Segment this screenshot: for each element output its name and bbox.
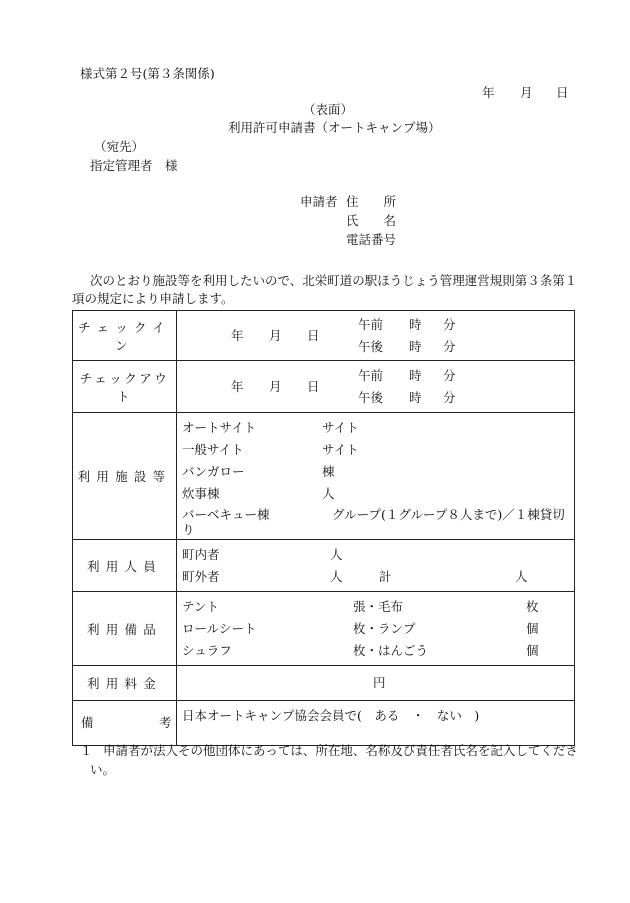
remarks-cell[interactable]: [177, 701, 575, 746]
fee-label: 利用料金: [73, 666, 177, 701]
applicant-address: 住 所: [346, 194, 397, 209]
people-cell[interactable]: [177, 540, 575, 592]
checkout-pm-hour: 時: [409, 390, 422, 405]
facility-name: バンガロー: [182, 464, 245, 479]
checkin-pm: 午後: [358, 339, 384, 354]
equipment-name: テント: [182, 599, 219, 614]
checkout-day: 日: [307, 379, 320, 394]
facilities-label: 利用施設等: [73, 413, 177, 540]
checkin-pm-hour: 時: [409, 339, 422, 354]
people-total-unit: 人: [515, 569, 528, 584]
remarks-label-left: 備: [81, 715, 94, 730]
facility-unit: サイト: [322, 442, 359, 457]
fee-cell[interactable]: [177, 666, 575, 701]
facility-name: 一般サイト: [182, 442, 244, 457]
checkin-year: 年: [231, 328, 244, 343]
note-line1: 申請者が法人その他団体にあっては、所在地、名称及び責任者氏名を記入してくださ: [103, 743, 578, 758]
facility-name: 炊事棟: [182, 486, 220, 501]
checkout-month: 月: [269, 379, 282, 394]
checkin-am: 午前: [358, 317, 384, 332]
equipment-unit2: 個: [526, 643, 539, 658]
facilities-row: [73, 413, 575, 540]
checkout-pm-minute: 分: [443, 390, 456, 405]
checkin-cell[interactable]: [177, 311, 575, 361]
remarks-text: 日本オートキャンプ協会会員で( ある ・ ない ): [182, 708, 480, 723]
date-month: 月: [520, 85, 533, 100]
checkin-pm-minute: 分: [443, 339, 456, 354]
bbq-unit-wrap: り: [182, 522, 195, 537]
date-day: 日: [556, 85, 569, 100]
checkout-am-minute: 分: [443, 368, 456, 383]
checkin-am-minute: 分: [443, 317, 456, 332]
applicant-label: 申請者: [300, 194, 338, 209]
addressee-label: （宛先）: [94, 139, 145, 154]
facility-unit: 棟: [322, 464, 335, 479]
people-row: [73, 540, 575, 592]
note-line2: い。: [90, 762, 116, 777]
checkin-row: [73, 311, 575, 361]
equipment-row: [73, 592, 575, 666]
checkout-year: 年: [231, 379, 244, 394]
checkout-label: チェックアウト: [73, 361, 177, 413]
equipment-name: ロールシート: [182, 621, 257, 636]
equipment-unit2: 個: [526, 621, 539, 636]
people-town-out: 町外者: [182, 569, 220, 584]
checkin-am-hour: 時: [409, 317, 422, 332]
bbq-name: バーベキュー棟: [182, 507, 270, 522]
facility-unit: サイト: [322, 420, 359, 435]
equipment-label: 利用備品: [73, 592, 177, 666]
checkout-cell[interactable]: [177, 361, 575, 413]
people-town-out-unit: 人: [330, 569, 343, 584]
remarks-label-right: 考: [159, 715, 172, 730]
page-title: 利用許可申請書（オートキャンプ場）: [228, 120, 441, 135]
bbq-unit: グループ(１グループ８人まで)／１棟貸切: [332, 507, 565, 522]
checkin-label: チェックイン: [73, 311, 177, 361]
note-number: １: [80, 743, 93, 758]
body-text-line2: 項の規定により申請します。: [72, 291, 234, 306]
fee-unit: 円: [373, 675, 386, 690]
page-side: （表面）: [303, 102, 354, 117]
fee-row: [73, 666, 575, 701]
facility-name: オートサイト: [182, 420, 257, 435]
remarks-row: [73, 701, 575, 746]
equipment-unit: 張・毛布: [353, 599, 404, 614]
checkin-day: 日: [307, 328, 320, 343]
equipment-unit: 枚・はんごう: [353, 643, 429, 658]
remarks-label-cell: [73, 701, 177, 746]
applicant-name: 氏 名: [346, 213, 397, 228]
applicant-phone: 電話番号: [346, 232, 397, 247]
body-text-line1: 次のとおり施設等を利用したいので、北栄町道の駅ほうじょう管理運営規則第３条第１: [90, 273, 578, 288]
facility-unit: 人: [322, 486, 335, 501]
application-table: [72, 310, 575, 746]
form-number: 様式第２号(第３条関係): [80, 66, 215, 81]
equipment-unit: 枚・ランプ: [353, 621, 416, 636]
people-town-in: 町内者: [182, 547, 220, 562]
checkout-am-hour: 時: [409, 368, 422, 383]
checkout-pm: 午後: [358, 390, 384, 405]
facilities-cell[interactable]: [177, 413, 575, 540]
equipment-cell[interactable]: [177, 592, 575, 666]
checkout-row: [73, 361, 575, 413]
people-town-in-unit: 人: [330, 547, 343, 562]
equipment-unit2: 枚: [526, 599, 539, 614]
people-label: 利用人員: [73, 540, 177, 592]
equipment-name: シュラフ: [182, 643, 232, 658]
checkout-am: 午前: [358, 368, 384, 383]
people-total: 計: [379, 569, 392, 584]
checkin-month: 月: [269, 328, 282, 343]
date-year: 年: [482, 85, 495, 100]
addressee: 指定管理者 様: [90, 158, 178, 173]
